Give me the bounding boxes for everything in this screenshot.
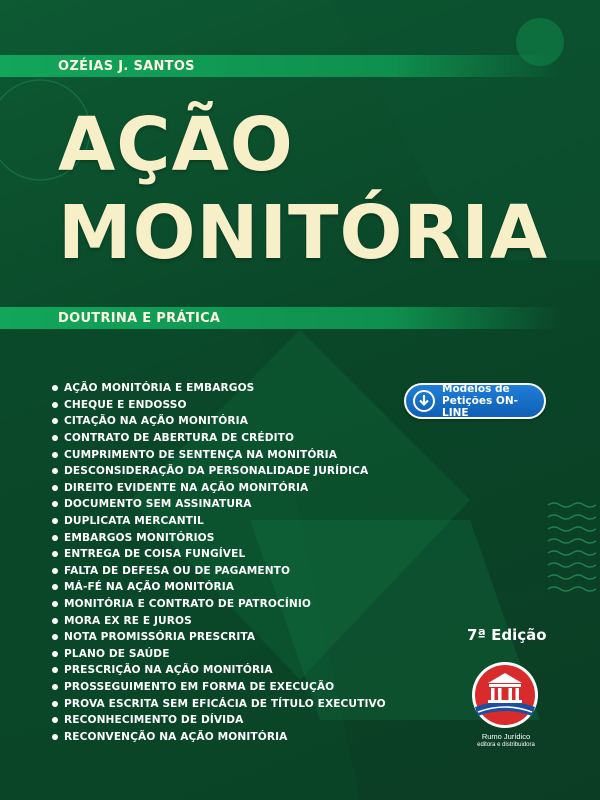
list-item: NOTA PROMISSÓRIA PRESCRITA	[52, 629, 386, 646]
list-item: CHEQUE E ENDOSSO	[52, 397, 386, 414]
download-icon	[412, 389, 436, 413]
courthouse-icon	[470, 660, 540, 730]
bullet-icon	[52, 468, 58, 474]
bullet-icon	[52, 701, 58, 707]
author-name: OZÉIAS J. SANTOS	[58, 58, 195, 74]
bullet-icon	[52, 684, 58, 690]
publisher-name	[468, 732, 544, 750]
list-item: PROSSEGUIMENTO EM FORMA DE EXECUÇÃO	[52, 679, 386, 696]
list-item: CONTRATO DE ABERTURA DE CRÉDITO	[52, 430, 386, 447]
list-item: DUPLICATA MERCANTIL	[52, 513, 386, 530]
list-item: CUMPRIMENTO DE SENTENÇA NA MONITÓRIA	[52, 446, 386, 463]
topic-list	[52, 380, 386, 745]
list-item: AÇÃO MONITÓRIA E EMBARGOS	[52, 380, 386, 397]
list-item: ENTREGA DE COISA FUNGÍVEL	[52, 546, 386, 563]
edition-label: 7ª Edição	[467, 626, 547, 644]
list-item: PLANO DE SAÚDE	[52, 646, 386, 663]
bullet-icon	[52, 535, 58, 541]
badge-line-2: Petições ON-LINE	[442, 395, 518, 419]
bullet-icon	[52, 402, 58, 408]
bullet-icon	[52, 618, 58, 624]
bullet-icon	[52, 667, 58, 673]
bullet-icon	[52, 717, 58, 723]
list-item: RECONHECIMENTO DE DÍVIDA	[52, 712, 386, 729]
publisher-tagline: editora e distribuidora	[477, 742, 535, 748]
list-item: DIREITO EVIDENTE NA AÇÃO MONITÓRIA	[52, 480, 386, 497]
title-line-1: AÇÃO	[58, 102, 294, 188]
list-item: RECONVENÇÃO NA AÇÃO MONITÓRIA	[52, 728, 386, 745]
bullet-icon	[52, 734, 58, 740]
list-item: MORA EX RE E JUROS	[52, 612, 386, 629]
subtitle-band	[0, 307, 560, 329]
bullet-icon	[52, 584, 58, 590]
list-item: PROVA ESCRITA SEM EFICÁCIA DE TÍTULO EXECUTIVO	[52, 695, 386, 712]
list-item: MONITÓRIA E CONTRATO DE PATROCÍNIO	[52, 596, 386, 613]
list-item: EMBARGOS MONITÓRIOS	[52, 529, 386, 546]
bullet-icon	[52, 435, 58, 441]
badge-text	[442, 383, 544, 419]
bullet-icon	[52, 551, 58, 557]
online-petitions-badge	[404, 383, 546, 419]
list-item: FALTA DE DEFESA OU DE PAGAMENTO	[52, 563, 386, 580]
bullet-icon	[52, 385, 58, 391]
bullet-icon	[52, 501, 58, 507]
bullet-icon	[52, 418, 58, 424]
author-band	[0, 55, 560, 77]
list-item: PRESCRIÇÃO NA AÇÃO MONITÓRIA	[52, 662, 386, 679]
publisher-title: Rumo Jurídico	[481, 732, 531, 741]
bullet-icon	[52, 452, 58, 458]
title-line-2: MONITÓRIA	[58, 190, 549, 276]
bullet-icon	[52, 634, 58, 640]
bullet-icon	[52, 485, 58, 491]
bullet-icon	[52, 568, 58, 574]
bullet-icon	[52, 651, 58, 657]
list-item: DOCUMENTO SEM ASSINATURA	[52, 496, 386, 513]
list-item: MÁ-FÉ NA AÇÃO MONITÓRIA	[52, 579, 386, 596]
bullet-icon	[52, 601, 58, 607]
subtitle: DOUTRINA E PRÁTICA	[58, 310, 221, 326]
bullet-icon	[52, 518, 58, 524]
list-item: CITAÇÃO NA AÇÃO MONITÓRIA	[52, 413, 386, 430]
badge-line-1: Modelos de	[442, 383, 510, 395]
list-item: DESCONSIDERAÇÃO DA PERSONALIDADE JURÍDICA	[52, 463, 386, 480]
